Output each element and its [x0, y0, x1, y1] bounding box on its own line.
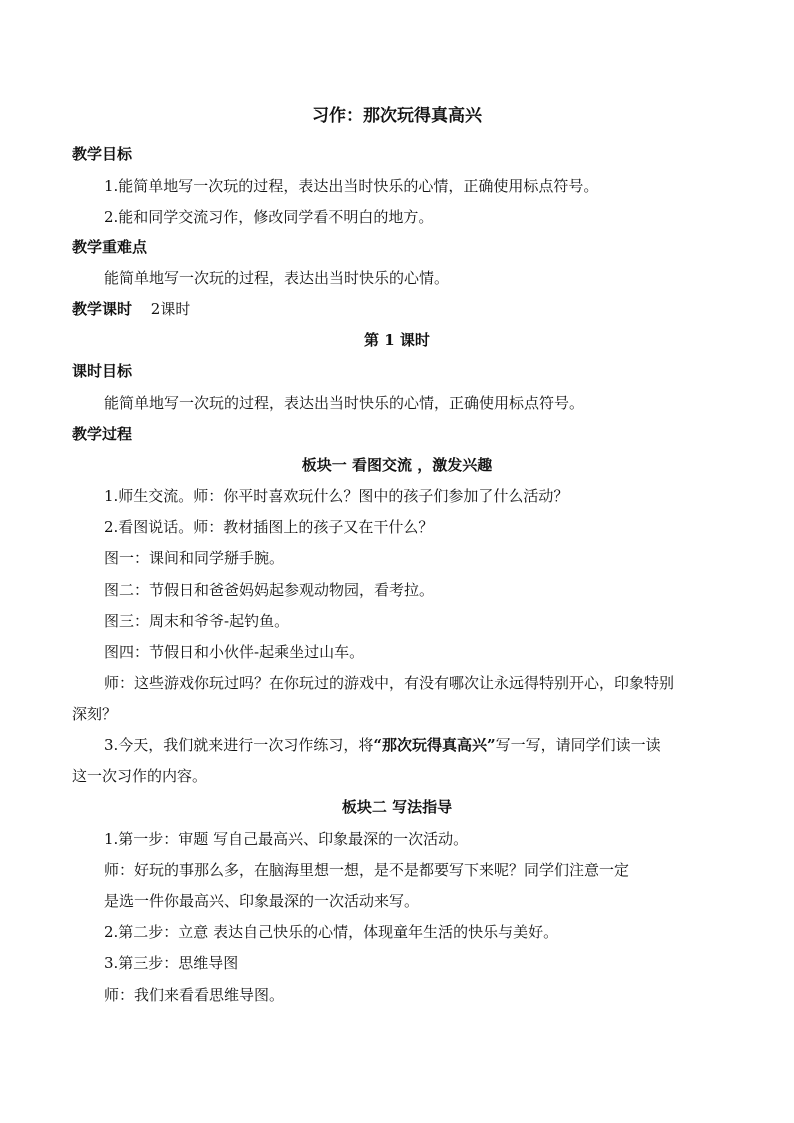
lesson1-heading: 第 1 课时 — [364, 331, 430, 349]
block1-line: 图四：节假日和小伙伴-起乘坐过山车。 — [104, 643, 365, 661]
block2-line: 师：我们来看看思维导图。 — [104, 986, 285, 1004]
block2-line: 1.第一步：审题 写自己最高兴、印象最深的一次活动。 — [104, 830, 469, 848]
block1-p3-quote: “那次玩得真高兴” — [373, 736, 496, 754]
process-heading: 教学过程 — [72, 425, 133, 443]
block1-p3-part-c: 写一写，请同学们读一读 — [495, 736, 661, 754]
goal-item-2: 2.能和同学交流习作，修改同学看不明白的地方。 — [104, 208, 434, 226]
key-heading: 教学重难点 — [72, 238, 148, 256]
block2-line: 是选一件你最高兴、印象最深的一次活动来写。 — [104, 892, 420, 910]
block2-line: 师：好玩的事那么多，在脑海里想一想，是不是都要写下来呢？同学们注意一定 — [104, 861, 630, 879]
block1-line: 1.师生交流。师：你平时喜欢玩什么？图中的孩子们参加了什么活动？ — [104, 487, 569, 505]
block2-heading: 板块二 写法指导 — [341, 798, 453, 816]
block1-line: 图三：周末和爷爷-起钓鱼。 — [104, 612, 290, 630]
lesson-goal-text: 能简单地写一次玩的过程，表达出当时快乐的心情，正确使用标点符号。 — [104, 394, 585, 412]
block2-line: 3.第三步：思维导图 — [104, 954, 239, 972]
lesson-goal-heading: 课时目标 — [72, 362, 133, 380]
goals-heading: 教学目标 — [72, 145, 133, 163]
document-title: 习作：那次玩得真高兴 — [312, 106, 482, 126]
block1-line: 深刻？ — [72, 705, 118, 723]
hours-value: 2课时 — [150, 300, 191, 318]
hours-row — [72, 299, 190, 319]
block2-line: 2.第二步：立意 表达自己快乐的心情，体现童年生活的快乐与美好。 — [104, 923, 559, 941]
goal-item-1: 1.能简单地写一次玩的过程，表达出当时快乐的心情，正确使用标点符号。 — [104, 177, 599, 195]
block1-line: 图二：节假日和爸爸妈妈起参观动物园，看考拉。 — [104, 581, 435, 599]
block1-heading: 板块一 看图交流 ，激发兴趣 — [301, 456, 493, 474]
block1-paragraph-3-cont: 这一次习作的内容。 — [72, 767, 208, 785]
hours-heading: 教学课时 — [72, 300, 133, 318]
block1-line: 2.看图说话。师：教材插图上的孩子又在干什么？ — [104, 518, 434, 536]
key-text: 能简单地写一次玩的过程，表达出当时快乐的心情。 — [104, 269, 450, 287]
block1-p3-part-a: 3.今天，我们就来进行一次习作练习，将 — [104, 736, 374, 754]
block1-paragraph-3 — [104, 735, 661, 755]
block1-line: 师：这些游戏你玩过吗？在你玩过的游戏中，有没有哪次让永远得特别开心，印象特别 — [104, 674, 675, 692]
block1-line: 图一：课间和同学掰手腕。 — [104, 549, 285, 567]
